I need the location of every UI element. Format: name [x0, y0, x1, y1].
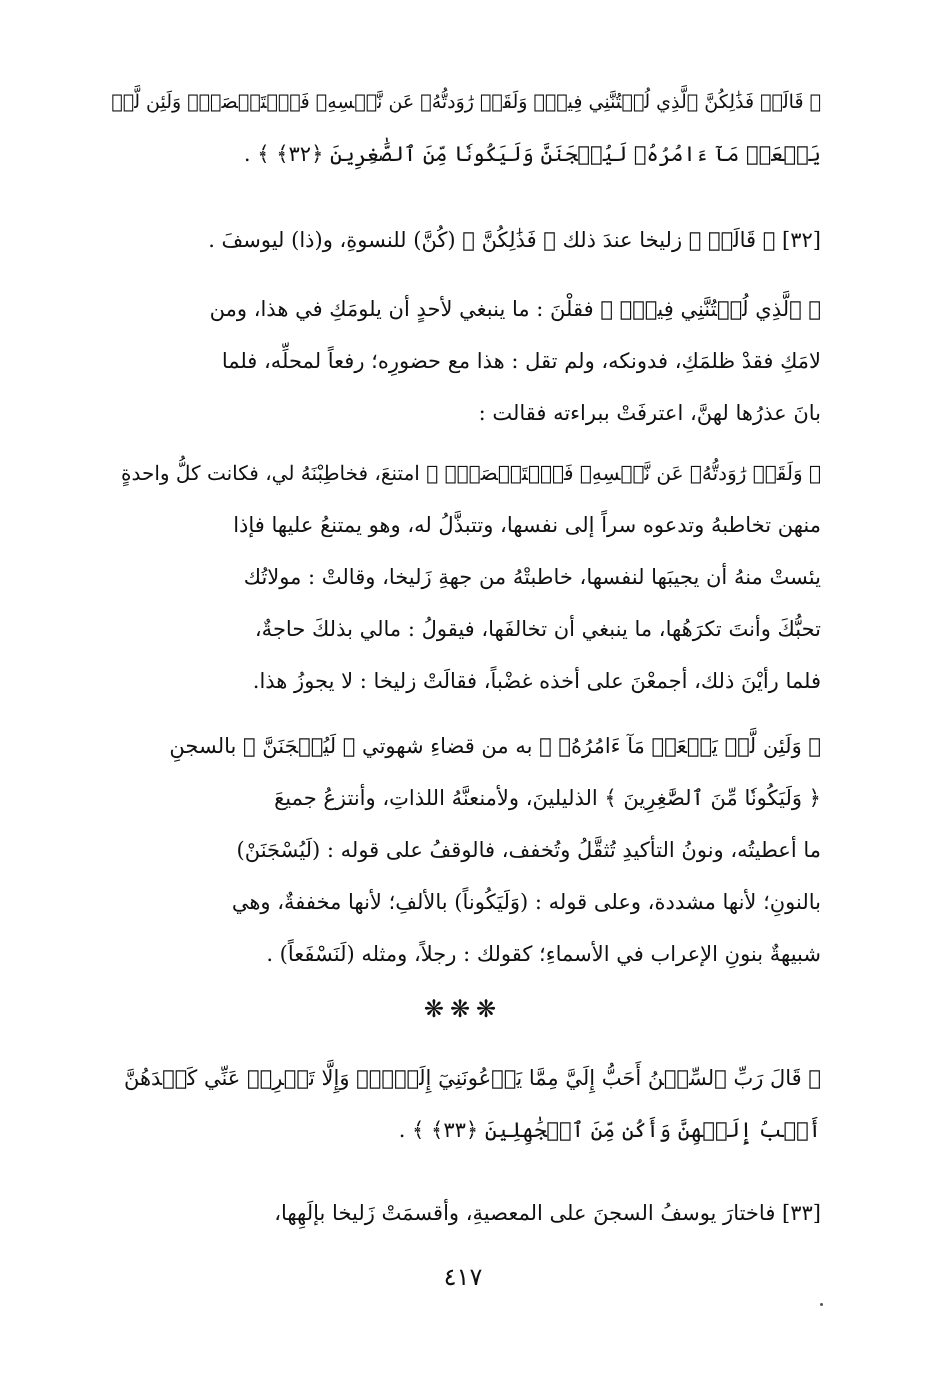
- text-line: منهن تخاطبهُ وتدعوه سراً إلى نفسها، وتتبذَّلُ له، وهو يمتنعُ عليها فإذا: [233, 513, 821, 537]
- paragraph: [106, 447, 821, 707]
- text-line: أَصۡبُ إِلَيۡهِنَّ وَأَكُن مِّنَ ٱلۡجَٰهِلِينَ ﴿٣٣﴾ ﴾ .: [398, 1118, 821, 1142]
- text-line: يئستْ منهُ أن يجيبَها لنفسها، خاطبتْهُ من جهةِ زَليخا، وقالتْ : مولاتُك: [243, 565, 821, 589]
- text-line: [٣٢] ﴿ قَالَتۡ ﴾ زليخا عندَ ذلك ﴿ فَذَٰلِكُنَّ ﴾ (كُنَّ) للنسوةِ، و(ذا) ليوسفَ .: [208, 228, 821, 252]
- paragraph: [106, 1052, 821, 1156]
- text-line: [٣٣] فاختارَ يوسفُ السجنَ على المعصيةِ، وأقسمَتْ زَليخا بإلَهِها،: [274, 1201, 821, 1225]
- text-line: ﴿ وَلَقَدۡ رَٰوَدتُّهُۥ عَن نَّفۡسِهِۦ فَٱسۡتَعۡصَمَۖ ﴾ امتنعَ، فخاطِبْنَهُ لي، فكانت كلُّ واحدةٍ: [121, 461, 821, 485]
- text-line: ما أعطيتُه، ونونُ التأكيدِ تُثقَّلُ وتُخفف، فالوقفُ على قوله : (لَيُسْجَنَنْ): [236, 838, 821, 862]
- text-line: لامَكِ فقدْ ظلمَكِ، فدونكه، ولم تقل : هذا مع حضورِه؛ رفعاً لمحلِّه، فلما: [221, 349, 821, 373]
- text-line: ﴿ ٱلَّذِي لُمۡتُنَّنِي فِيهِۖ ﴾ فقلْنَ : ما ينبغي لأحدٍ أن يلومَكِ في هذا، ومن: [209, 297, 821, 321]
- text-line: ﴿ قَالَتۡ فَذَٰلِكُنَّ ٱلَّذِي لُمۡتُنَّنِي فِيهِۖ وَلَقَدۡ رَٰوَدتُّهُۥ عَن نَّفۡسِهِۦ فَٱسۡتَعۡصَمَۖ وَلَئِن لَّمۡ: [111, 91, 821, 113]
- paragraph: [106, 1187, 821, 1239]
- text-line: بانَ عذرُها لهنَّ، اعترفَتْ ببراءته فقالت :: [478, 401, 821, 425]
- text-line: ﴿ وَلَئِن لَّمۡ يَفۡعَلۡ مَآ ءَامُرُهُۥ ﴾ به من قضاءِ شهوتي ﴿ لَيُسۡجَنَنَّ ﴾ بالسجنِ: [169, 734, 821, 758]
- print-speck: [820, 1303, 823, 1306]
- paragraph: [106, 214, 821, 266]
- text-line: بالنونِ؛ لأنها مشددة، وعلى قوله : (وَلَيَكُوناً) بالألفِ؛ لأنها مخففةٌ، وهي: [231, 890, 821, 914]
- text-line: شبيهةٌ بنونِ الإعراب في الأسماءِ؛ كقولك : رجلاً، ومثله (لَنَسْفَعاً) .: [266, 942, 821, 966]
- paragraph: [106, 283, 821, 439]
- text-line: تحبُّكَ وأنتَ تكرَهُها، ما ينبغي أن تخالفَها، فيقولُ : مالي بذلكَ حاجةٌ،: [254, 617, 821, 641]
- text-line: يَفۡعَلۡ مَآ ءَامُرُهُۥ لَيُسۡجَنَنَّ وَلَيَكُونٗا مِّنَ ٱلصَّٰغِرِينَ ﴿٣٢﴾ ﴾ .: [243, 142, 821, 166]
- paragraph: [106, 720, 821, 980]
- text-line: ﴿ وَلَيَكُونٗا مِّنَ ٱلصَّٰغِرِينَ ﴾ الذليلينَ، ولأمنعنَّهُ اللذاتِ، وأنتزعُ جميعَ: [274, 786, 821, 810]
- page-number: ٤١٧: [443, 1263, 483, 1291]
- paragraph: [106, 76, 821, 180]
- text-line: فلما رأيْنَ ذلك، أجمعْنَ على أخذه غضْباً، فقالَتْ زليخا : لا يجوزُ هذا.: [252, 669, 821, 693]
- text-line: ﴿ قَالَ رَبِّ ٱلسِّجۡنُ أَحَبُّ إِلَيَّ مِمَّا يَدۡعُونَنِيٓ إِلَيۡهِۖ وَإِلَّا تَصۡرِفۡ عَنِّي كَيۡدَهُنَّ: [124, 1066, 821, 1090]
- section-separator: ❋❋❋: [423, 995, 503, 1023]
